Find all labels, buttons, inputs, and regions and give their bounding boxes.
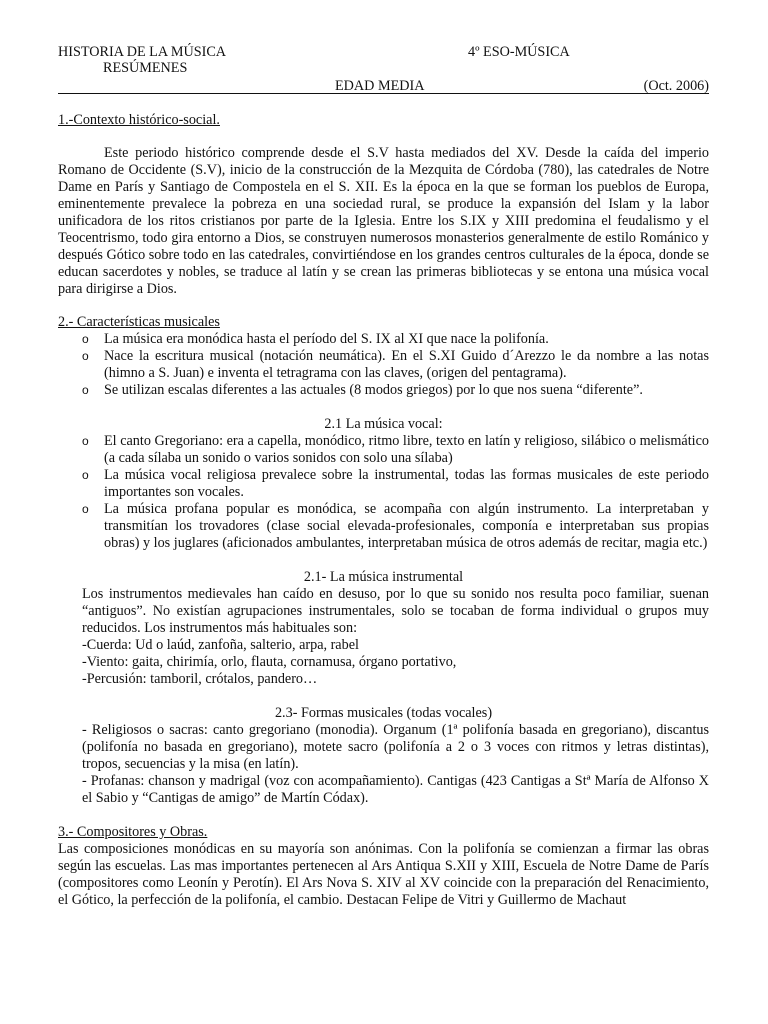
header-level: 4º ESO-MÚSICA [468,44,570,60]
header-date: (Oct. 2006) [643,78,709,94]
list-item: o La música vocal religiosa prevalece sobre la instrumental, todas las formas musicales de este periodo importantes son vocales. [58,467,709,501]
list-item: o El canto Gregoriano: era a capella, monódico, ritmo libre, texto en latín y religioso, silábico o melismático (a cada sílaba un sonido o varios sonidos con solo una sílaba) [58,433,709,467]
instrument-line-wind: -Viento: gaita, chirimía, orlo, flauta, cornamusa, órgano portativo, [82,654,457,670]
list-item: o Se utilizan escalas diferentes a las actuales (8 modos griegos) por lo que nos suena “diferente”. [58,382,709,399]
instrument-line-strings: -Cuerda: Ud o laúd, zanfoña, salterio, arpa, rabel [82,637,359,653]
list-item: o La música profana popular es monódica, se acompaña con algún instrumento. La interpretaban y transmitían los trovadores (clase social elevada-profesionales, componía e interpretaban sus propias obras) y los juglares (aficionados ambulantes, interpretaban música de otros además de recitar, magia etc.) [58,501,709,552]
document-page [58,40,709,909]
formas-block [58,722,709,807]
formas-title: 2.3- Formas musicales (todas vocales) [274,705,493,721]
header-course: HISTORIA DE LA MÚSICA [58,44,227,60]
document-header [58,40,709,94]
vocal-title: 2.1 La música vocal: [324,416,443,432]
section-2-list [58,331,709,399]
instrumental-block [58,586,709,688]
vocal-list [58,433,709,552]
header-period: EDAD MEDIA [335,78,425,94]
list-item: o La música era monódica hasta el período del S. IX al XI que nace la polifonía. [58,331,709,348]
instrument-line-percussion: -Percusión: tamboril, crótalos, pandero… [82,671,318,687]
header-subtitle: RESÚMENES [103,60,188,76]
formas-religiosas: - Religiosos o sacras: canto gregoriano (monodia). Organum (1ª polifonía basada en gregoriano), discantus (polifonía no basada en gregoriano), motete sacro (polifonía a 2 o 3 voces con ritmos y letras distintas), tropos, secuencias y la misa (en latín). [82,722,709,772]
instrumental-intro: Los instrumentos medievales han caído en desuso, por lo que su sonido nos resulta poco familiar, suenan “antiguos”. No existían agrupaciones instrumentales, solo se tocaban de forma individual o grupos muy reducidos. Los instrumentos más habituales son: [82,586,709,636]
list-item: o Nace la escritura musical (notación neumática). En el S.XI Guido d´Arezzo le da nombre a las notas (himno a S. Juan) e inventa el tetragrama con las claves, (origen del pentagrama). [58,348,709,382]
formas-profanas: - Profanas: chanson y madrigal (voz con acompañamiento). Cantigas (423 Cantigas a Stª María de Alfonso X el Sabio y “Cantigas de amigo” de Martín Códax). [82,773,709,806]
section-2-title: 2.- Características musicales [58,314,220,330]
instrumental-title: 2.1- La música instrumental [303,569,464,585]
header-rule [58,93,709,94]
section-1-body: Este periodo histórico comprende desde el S.V hasta mediados del XV. Desde la caída del imperio Romano de Occidente (S.V), inicio de la construcción de la Mezquita de Córdoba (780), las catedrales de Notre Dame en París y Santiago de Compostela en el S. XII. Es la época en la que se forman los pueblos de Europa, eminentemente prevalece la pobreza en una sociedad rural, se produce la expansión del Islam y la labor unificadora de los ritos cristianos por parte de la Iglesia. Entre los S.IX y XIII predomina el feudalismo y el Teocentrismo, todo gira entorno a Dios, se construyen numerosos monasterios generalmente de estilo Románico y después Gótico sobre todo en las catedrales, convirtiéndose en los grandes centros culturales de la época, donde se educan sacerdotes y nobles, se traduce al latín y se crean las primeras bibliotecas y se entona una música vocal para dirigirse a Dios. [58,145,709,297]
section-1-title: 1.-Contexto histórico-social. [58,112,220,128]
section-3-title: 3.- Compositores y Obras. [58,824,208,840]
section-3-body: Las composiciones monódicas en su mayoría son anónimas. Con la polifonía se comienzan a firmar las obras según las escuelas. Las mas importantes pertenecen al Ars Antiqua S.XII y XIII, Escuela de Notre Dame de París (compositores como Leonín y Perotín). El Ars Nova S. XIV al XV coincide con la preparación del Renacimiento, el Gótico, la perfección de la polifonía, el cambio. Destacan Felipe de Vitri y Guillermo de Machaut [58,841,709,908]
